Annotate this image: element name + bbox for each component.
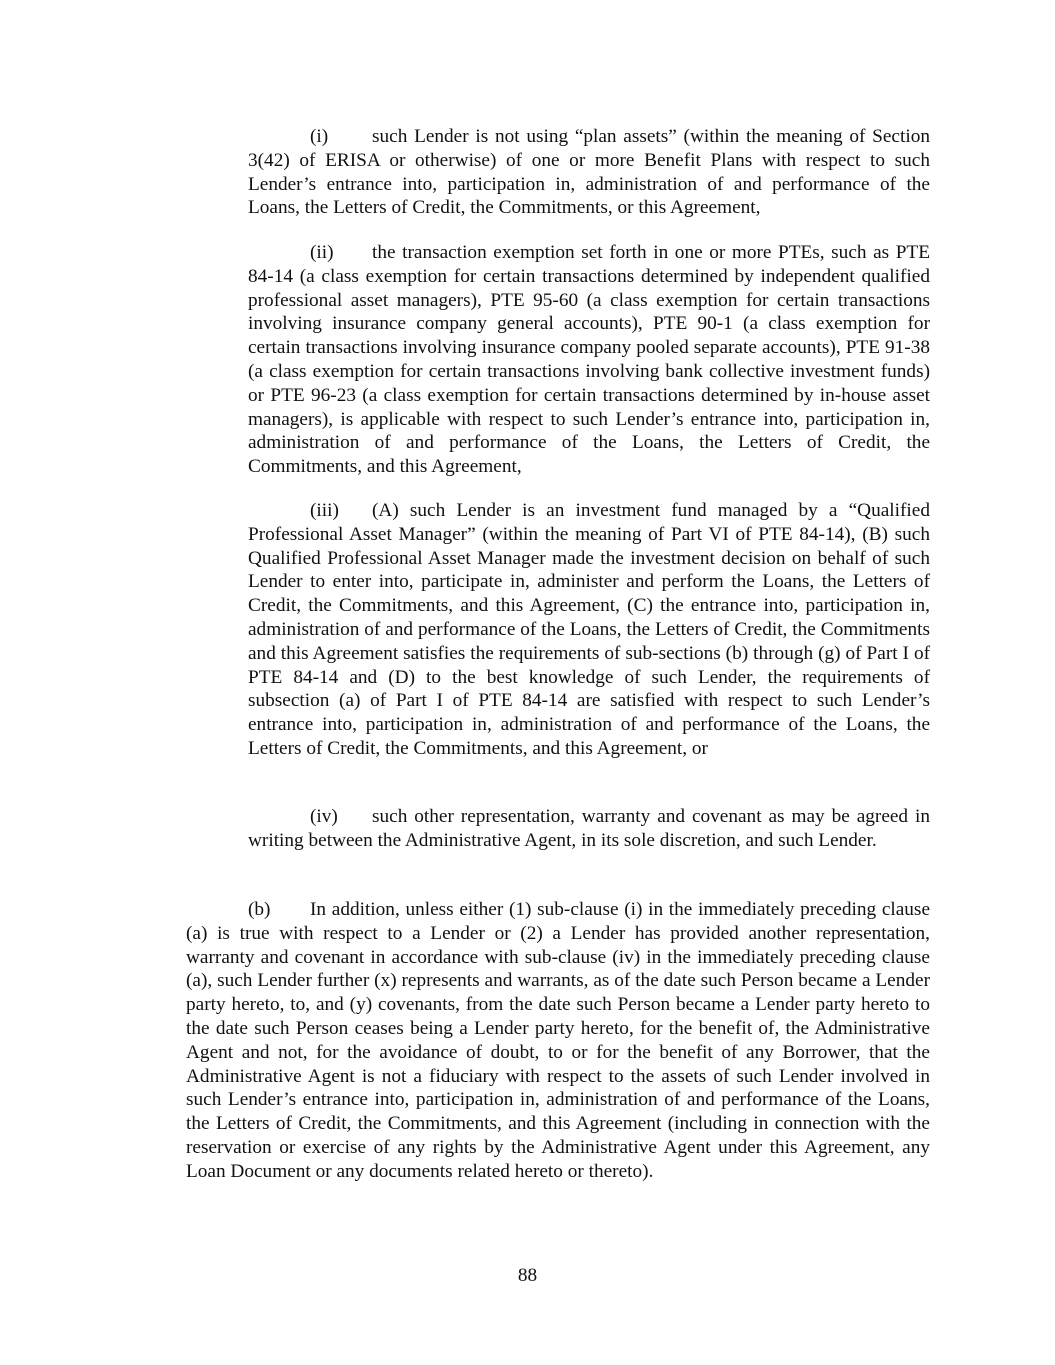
paragraph-number: (iii) <box>310 500 339 521</box>
paragraph-b <box>186 898 930 1184</box>
paragraph-iv <box>248 805 930 853</box>
paragraph-number: (ii) <box>310 242 334 263</box>
paragraph-text: (A) such Lender is an investment fund managed by a “Qualified Professional Asset Manager” (within the meaning of Part VI of PTE 84-14), (B) such Qualified Professional Asset Manager made the investment decision on behalf of such Lender to enter into, participate in, administer and perform the Loans, the Letters of Credit, the Commitments, and this Agreement, (C) the entrance into, participation in, administration of and performance of the Loans, the Letters of Credit, the Commitments and this Agreement satisfies the requirements of sub-sections (b) through (g) of Part I of PTE 84-14 and (D) to the best knowledge of such Lender, the requirements of subsection (a) of Part I of PTE 84-14 are satisfied with respect to such Lender’s entrance into, participation in, administration of and performance of the Loans, the Letters of Credit, the Commitments, and this Agreement, or <box>248 500 930 759</box>
paragraph-number: (iv) <box>310 806 338 827</box>
paragraph-ii <box>248 241 930 479</box>
paragraph-number: (i) <box>310 126 329 147</box>
paragraph-text: such Lender is not using “plan assets” (within the meaning of Section 3(42) of ERISA or otherwise) of one or more Benefit Plans with respect to such Lender’s entrance into, participation in, administration of and performance of the Loans, the Letters of Credit, the Commitments, or this Agreement, <box>248 126 930 219</box>
paragraph-text: In addition, unless either (1) sub-clause (i) in the immediately preceding clause (a) is true with respect to a Lender or (2) a Lender has provided another representation, warranty and covenant in accordance with sub-clause (iv) in the immediately preceding clause (a), such Lender further (x) represents and warrants, as of the date such Person became a Lender party hereto, to, and (y) covenants, from the date such Person became a Lender party hereto to the date such Person ceases being a Lender party hereto, for the benefit of, the Administrative Agent and not, for the avoidance of doubt, to or for the benefit of any Borrower, that the Administrative Agent is not a fiduciary with respect to the assets of such Lender involved in such Lender’s entrance into, participation in, administration of and performance of the Loans, the Letters of Credit, the Commitments, and this Agreement (including in connection with the reservation or exercise of any rights by the Administrative Agent under this Agreement, any Loan Document or any documents related hereto or thereto). <box>186 899 930 1182</box>
paragraph-number: (b) <box>248 899 271 920</box>
paragraph-iii <box>248 499 930 761</box>
paragraph-text: the transaction exemption set forth in one or more PTEs, such as PTE 84-14 (a class exemption for certain transactions determined by independent qualified professional asset managers), PTE 95-60 (a class exemption for certain transactions involving insurance company general accounts), PTE 90-1 (a class exemption for certain transactions involving insurance company pooled separate accounts), PTE 91-38 (a class exemption for certain transactions involving bank collective investment funds) or PTE 96-23 (a class exemption for certain transactions determined by in-house asset managers), is applicable with respect to such Lender’s entrance into, participation in, administration of and performance of the Loans, the Letters of Credit, the Commitments, and this Agreement, <box>248 242 930 478</box>
page-number: 88 <box>517 1265 538 1286</box>
paragraph-i <box>248 125 930 220</box>
paragraph-text: such other representation, warranty and covenant as may be agreed in writing between the Administrative Agent, in its sole discretion, and such Lender. <box>248 806 930 851</box>
